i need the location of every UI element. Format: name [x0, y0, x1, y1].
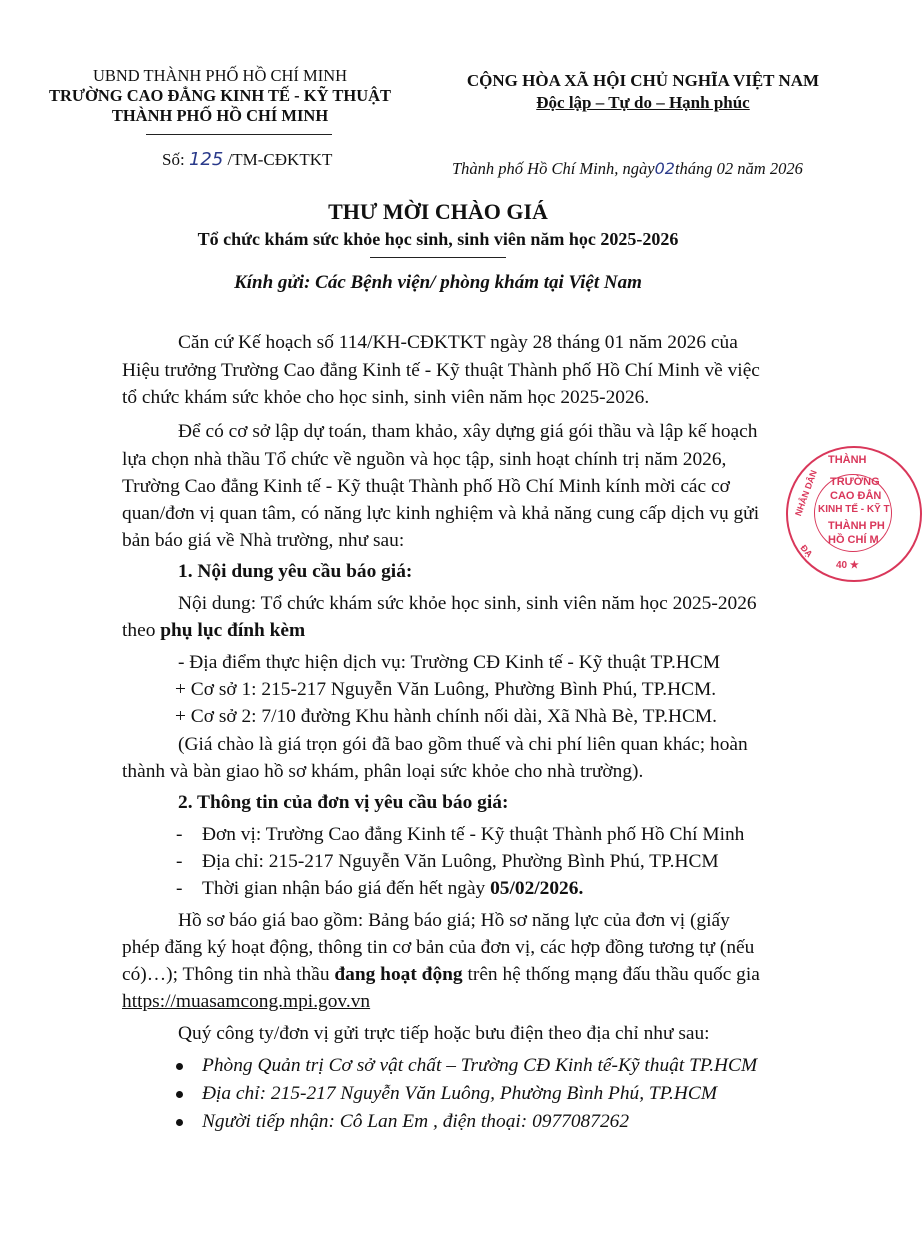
- dossier-line3: [122, 964, 760, 986]
- issuer-school: TRƯỜNG CAO ĐẲNG KINH TẾ - KỸ THUẬT: [48, 86, 392, 105]
- document-date: [452, 159, 803, 179]
- section1-heading: 1. Nội dung yêu cầu báo giá:: [178, 561, 413, 582]
- section2-unit: Đơn vị: Trường Cao đẳng Kinh tế - Kỹ thuật Thành phố Hồ Chí Minh: [202, 824, 745, 845]
- issuer-block: [40, 66, 400, 126]
- para2-line3: Trường Cao đẳng Kinh tế - Kỹ thuật Thành phố Hồ Chí Minh kính mời các cơ: [122, 476, 730, 497]
- dossier-text-b: trên hệ thống mạng đấu thầu quốc gia: [462, 964, 760, 985]
- dash-marker: -: [176, 878, 183, 899]
- seal-text: TRƯỜNG: [830, 476, 880, 488]
- date-suffix: tháng 02 năm 2026: [674, 159, 803, 178]
- para1-line1: Căn cứ Kế hoạch số 114/KH-CĐKTKT ngày 28 tháng 01 năm 2026 của: [178, 332, 738, 353]
- section1-note-line1: (Giá chào là giá trọn gói đã bao gồm thuế và chi phí liên quan khác; hoàn: [178, 734, 748, 755]
- seal-text: KINH TẾ - KỸ T: [818, 504, 890, 515]
- dossier-bold: đang hoạt động: [334, 964, 463, 985]
- national-header: [438, 70, 848, 114]
- contact-address: Địa chỉ: 215-217 Nguyễn Văn Luông, Phường Bình Phú, TP.HCM: [202, 1083, 717, 1104]
- doc-number-value: 125: [188, 149, 224, 170]
- dossier-line2: phép đăng ký hoạt động, thông tin cơ bản của đơn vị, các hợp đồng tương tự (nếu: [122, 937, 755, 958]
- para2-line1: Để có cơ sở lập dự toán, tham khảo, xây dựng giá gói thầu và lập kế hoạch: [178, 421, 758, 442]
- bullet-icon: [176, 1091, 183, 1098]
- issuer-city: THÀNH PHỐ HỒ CHÍ MINH: [111, 106, 329, 125]
- attachment-link-text: phụ lục đính kèm: [160, 620, 306, 641]
- document-title: THƯ MỜI CHÀO GIÁ: [328, 199, 548, 224]
- bullet-icon: [176, 1063, 183, 1070]
- section1-site1: + Cơ sở 1: 215-217 Nguyễn Văn Luông, Phường Bình Phú, TP.HCM.: [175, 679, 717, 700]
- doc-number-suffix: /TM-CĐKTKT: [223, 150, 333, 169]
- seal-text: THÀNH PH: [828, 520, 885, 532]
- date-prefix: Thành phố Hồ Chí Minh, ngày: [452, 159, 655, 178]
- doc-number-prefix: Số:: [162, 150, 189, 169]
- national-motto: Độc lập – Tự do – Hạnh phúc: [536, 93, 750, 112]
- para2-line2: lựa chọn nhà thầu Tổ chức về nguồn và học tập, sinh hoạt chính trị năm 2026,: [122, 449, 727, 470]
- para1-line2: Hiệu trưởng Trường Cao đẳng Kinh tế - Kỹ thuật Thành phố Hồ Chí Minh về việc: [122, 360, 760, 381]
- send-instruction: Quý công ty/đơn vị gửi trực tiếp hoặc bưu điện theo địa chỉ như sau:: [178, 1023, 710, 1044]
- seal-text: 40 ★: [836, 560, 859, 571]
- section1-site2: + Cơ sở 2: 7/10 đường Khu hành chính nối dài, Xã Nhà Bè, TP.HCM.: [175, 706, 717, 727]
- contact-person: Người tiếp nhận: Cô Lan Em , điện thoại: 0977087262: [202, 1111, 630, 1132]
- section2-heading: 2. Thông tin của đơn vị yêu cầu báo giá:: [178, 792, 509, 813]
- dossier-text-a: có)…); Thông tin nhà thầu: [122, 964, 335, 985]
- issuer-divider: [146, 134, 332, 135]
- procurement-link[interactable]: https://muasamcong.mpi.gov.vn: [122, 991, 371, 1012]
- attachment-prefix: theo: [122, 620, 161, 641]
- document-number: [162, 149, 332, 170]
- seal-text: HỒ CHÍ M: [828, 534, 879, 546]
- national-name: CỘNG HÒA XÃ HỘI CHỦ NGHĨA VIỆT NAM: [466, 71, 820, 90]
- seal-text: THÀNH: [828, 454, 867, 466]
- seal-text: ĐẠ: [798, 542, 815, 560]
- date-day: 02: [654, 159, 675, 178]
- deadline-text: Thời gian nhận báo giá đến hết ngày: [202, 878, 491, 899]
- seal-text: CAO ĐẲN: [830, 490, 882, 502]
- document-subtitle: Tổ chức khám sức khỏe học sinh, sinh viên năm học 2025-2026: [197, 229, 679, 249]
- section2-deadline: [202, 878, 583, 900]
- official-seal-stamp: [786, 446, 922, 582]
- section1-attachment: [122, 620, 305, 642]
- section1-place: - Địa điểm thực hiện dịch vụ: Trường CĐ Kinh tế - Kỹ thuật TP.HCM: [178, 652, 721, 673]
- para2-line5: bản báo giá về Nhà trường, như sau:: [122, 530, 405, 551]
- para1-line3: tổ chức khám sức khỏe cho học sinh, sinh viên năm học 2025-2026.: [122, 387, 650, 408]
- bullet-icon: [176, 1119, 183, 1126]
- section1-content: Nội dung: Tổ chức khám sức khỏe học sinh, sinh viên năm học 2025-2026: [178, 593, 757, 614]
- issuer-authority: UBND THÀNH PHỐ HỒ CHÍ MINH: [92, 66, 348, 85]
- seal-text: NHÂN DÂN: [793, 468, 819, 518]
- contact-department: Phòng Quản trị Cơ sở vật chất – Trường CĐ Kinh tế-Kỹ thuật TP.HCM: [202, 1055, 758, 1076]
- para2-line4: quan/đơn vị quan tâm, có năng lực kinh nghiệm và khả năng cung cấp dịch vụ gửi: [122, 503, 760, 524]
- dash-marker: -: [176, 851, 183, 872]
- dossier-line1: Hồ sơ báo giá bao gồm: Bảng báo giá; Hồ sơ năng lực của đơn vị (giấy: [178, 910, 730, 931]
- recipient-line: Kính gửi: Các Bệnh viện/ phòng khám tại Việt Nam: [234, 272, 642, 293]
- title-divider: [370, 257, 506, 258]
- dash-marker: -: [176, 824, 183, 845]
- section2-address: Địa chỉ: 215-217 Nguyễn Văn Luông, Phường Bình Phú, TP.HCM: [202, 851, 719, 872]
- section1-note-line2: thành và bàn giao hồ sơ khám, phân loại sức khỏe cho nhà trường).: [122, 761, 644, 782]
- deadline-date: 05/02/2026.: [490, 878, 584, 899]
